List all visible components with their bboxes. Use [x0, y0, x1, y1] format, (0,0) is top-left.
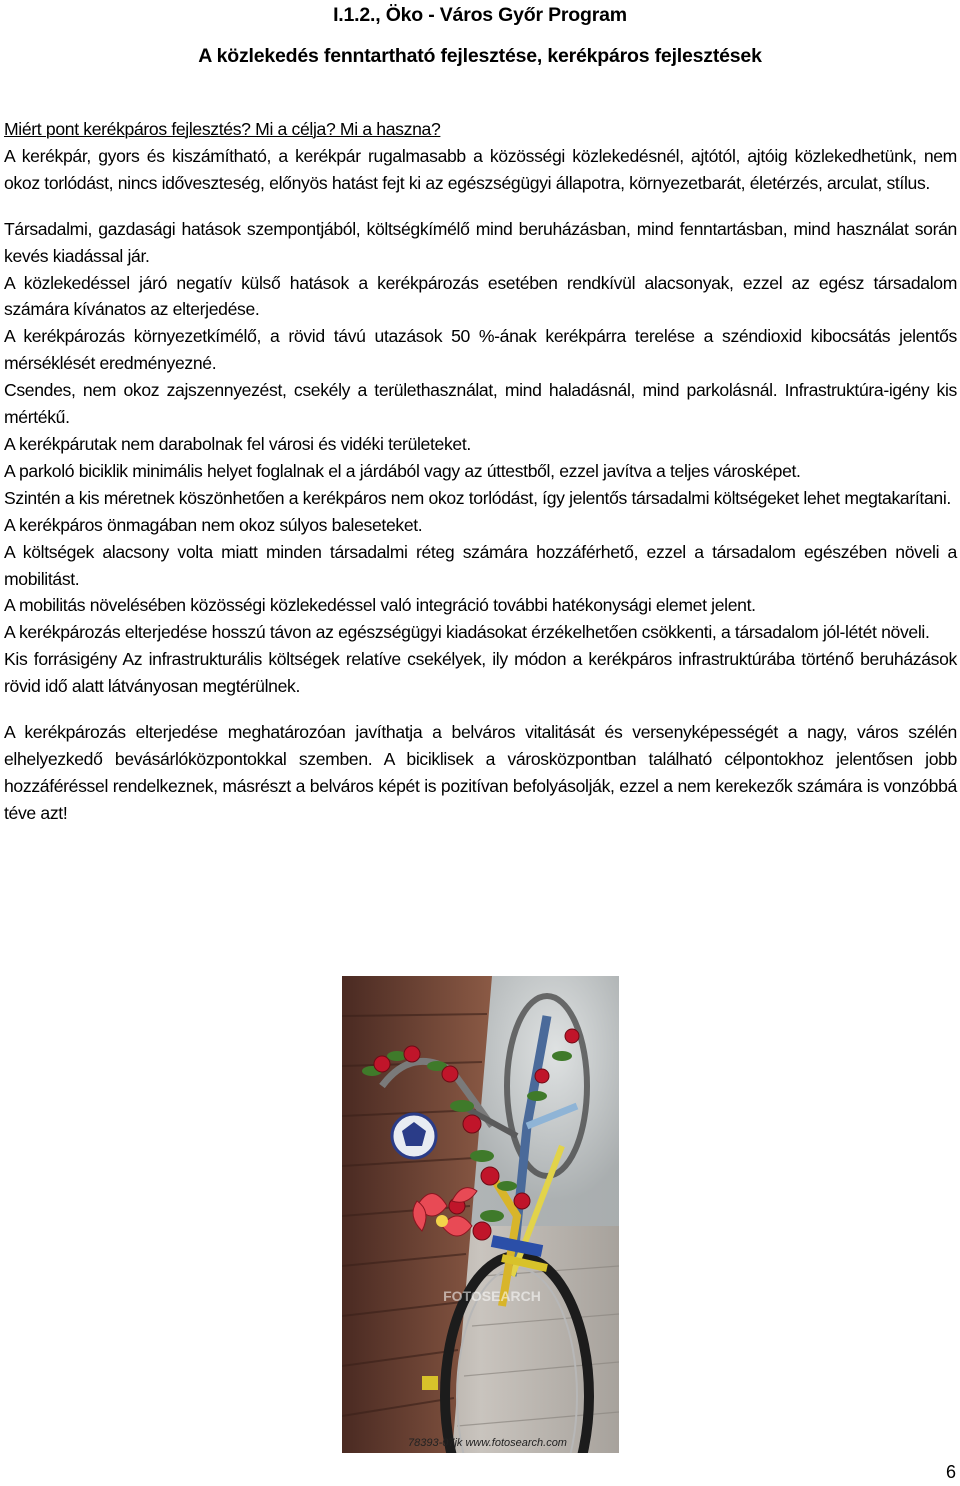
paragraph: A kerékpáros önmagában nem okoz súlyos baleseteket.: [4, 514, 423, 535]
paragraph: A parkoló biciklik minimális helyet foglalnak el a járdából vagy az úttestből, ezzel javítva a teljes városképet.: [4, 460, 801, 481]
sub-heading: A közlekedés fenntartható fejlesztése, kerékpáros fejlesztések: [198, 45, 762, 67]
bicycle-photo: [342, 976, 619, 1453]
paragraph: A közlekedéssel járó negatív külső hatások a kerékpározás esetében rendkívül alacsonyak, ezzel az egész társadalom számára kívánatos az elterjedése.: [4, 272, 957, 320]
page-number: 6: [945, 1462, 956, 1482]
body-text: [4, 116, 957, 827]
paragraph: A kerékpározás elterjedése hosszú távon az egészségügyi kiadásokat érzékelhetően csökkenti, a társadalom jól-létét növeli.: [4, 622, 930, 643]
paragraph: A költségek alacsony volta miatt minden társadalmi réteg számára hozzáférhető, ezzel a társadalom egészében növeli a mobilitást.: [4, 541, 957, 589]
paragraph: A kerékpározás környezetkímélő, a rövid távú utazások 50 %-ának kerékpárra terelése a széndioxid kibocsátás jelentős mérséklését eredményezné.: [4, 326, 957, 374]
photo-caption: 78393-07jk www.fotosearch.com: [408, 1437, 567, 1449]
bicycle-flowers-illustration: [342, 976, 619, 1453]
section-heading: I.1.2., Öko - Város Győr Program: [333, 4, 627, 26]
paragraph: A mobilitás növelésében közösségi közlekedéssel való integráció további hatékonysági elemet jelent.: [4, 595, 756, 616]
paragraph: A kerékpárutak nem darabolnak fel városi és vidéki területeket.: [4, 433, 471, 454]
paragraph: Csendes, nem okoz zajszennyezést, csekély a területhasználat, mind haladásnál, mind parkolásnál. Infrastruktúra-igény kis mértékű.: [4, 380, 957, 428]
paragraph: Társadalmi, gazdasági hatások szempontjából, költségkímélő mind beruházásban, mind fenntartásban, mind használat során kevés kiadással jár.: [4, 218, 957, 266]
paragraph: Kis forrásigény Az infrastrukturális költségek relatíve csekélyek, ily módon a kerékpáros infrastruktúrába történő beruházások rövid idő alatt látványosan megtérülnek.: [4, 649, 957, 697]
photo-watermark: FOTOSEARCH: [443, 1288, 541, 1304]
paragraph-gap: [4, 197, 957, 216]
paragraph: A kerékpár, gyors és kiszámítható, a kerékpár rugalmasabb a közösségi közlekedésnél, ajtótól, ajtóig közlekedhetünk, nem okoz torlódást, nincs időveszteség, előnyös hatást fejt ki az egészségügyi állapotra, környezetbarát, életérzés, arculat, stílus.: [4, 145, 957, 193]
question-line: [4, 116, 957, 143]
paragraph: Szintén a kis méretnek köszönhetően a kerékpáros nem okoz torlódást, így jelentős társadalmi költségeket lehet megtakarítani.: [4, 487, 951, 508]
paragraph: A kerékpározás elterjedése meghatározóan javíthatja a belváros vitalitását és versenyképességét a nagy, város szélén elhelyezkedő bevásárlóközpontokkal szemben. A biciklisek a városközpontban található célpontokhoz jelentősen jobb hozzáféréssel rendelkeznek, másrészt a belváros képét is pozitívan befolyásolják, ezzel a nem kerekezők számára is vonzóbbá téve azt!: [4, 722, 957, 823]
paragraph-gap: [4, 700, 957, 719]
question-text: Miért pont kerékpáros fejlesztés? Mi a célja? Mi a haszna?: [4, 119, 441, 139]
